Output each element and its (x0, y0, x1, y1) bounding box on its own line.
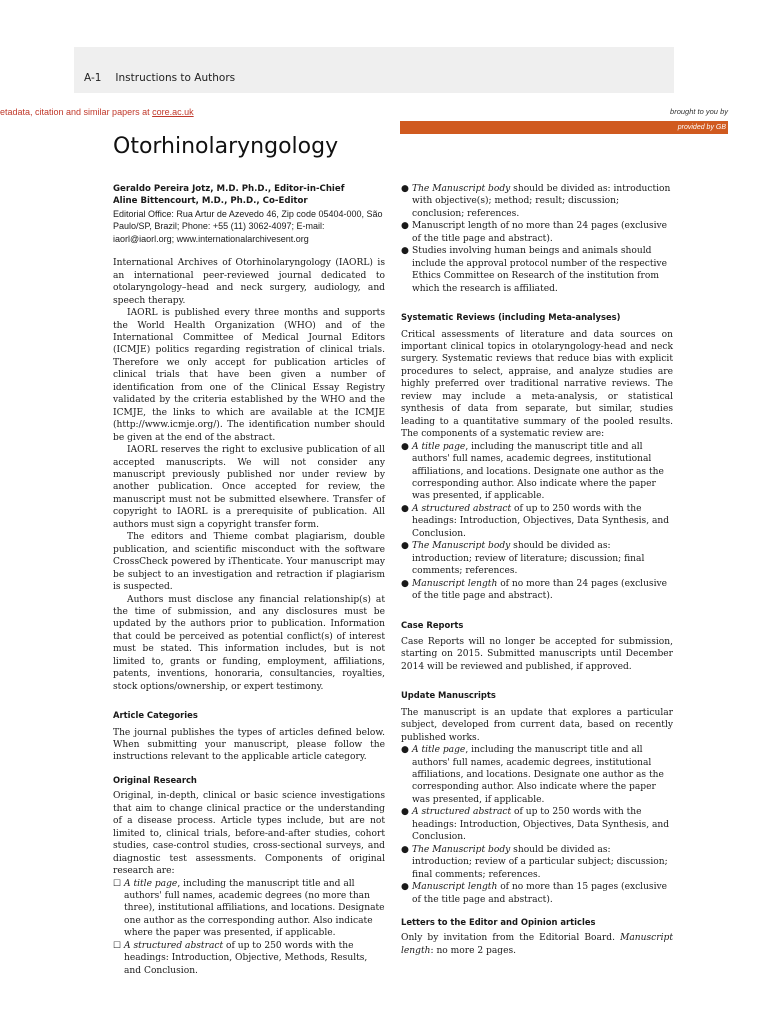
core-banner (0, 104, 728, 120)
intro-paragraph: The editors and Thieme combat plagiarism, double publication, and scientific misconduct with the software CrossCheck powered by iThenticate. Your manuscript may be subject to an investigation and retraction if plagiarism is suspected. (113, 532, 385, 593)
item-text: of no more than 15 pages (exclusive of the title page and abstract). (412, 882, 668, 905)
page-id: A-1 (84, 72, 102, 84)
bullet-marker: ● (401, 246, 409, 257)
item-text: should be divided as: introduction with objective(s); method; result; discussion; conclusion; references. (412, 184, 671, 219)
core-provided-bar[interactable]: provided by GB (400, 121, 728, 134)
list-item (401, 744, 673, 806)
item-text: of no more than 24 pages (exclusive of the title page and abstract). (412, 578, 668, 602)
list-item (401, 503, 673, 540)
list-item (401, 578, 673, 603)
core-link[interactable]: core.ac.uk (152, 107, 194, 117)
list-item (113, 878, 385, 940)
original-research-text: Original, in-depth, clinical or basic science investigations that aim to change clinical practice or the understanding of a disease process. Article types include, but are not limited to, clinical trials, before-and-after studies, cohort studies, case-control studies, cross-sectional surveys, and diagnostic test assessments. Components of original research are: (113, 791, 385, 877)
page-title: Otorhinolaryngology (113, 134, 339, 159)
item-text: of up to 250 words with the headings: Introduction, Objective, Methods, Results, and Conclusion. (124, 940, 368, 976)
article-categories-heading: Article Categories (113, 710, 198, 721)
bullet-marker: ● (401, 745, 409, 756)
item-lead: The Manuscript body (412, 844, 511, 855)
item-text: of up to 250 words with the headings: Introduction, Objectives, Data Synthesis, and Conclusion. (412, 503, 670, 539)
list-item (401, 441, 673, 503)
intro-paragraph: IAORL is published every three months and supports the World Health Organization (WHO) and of the International Committee of Medical Journal Editors (ICMJE) politics regarding registration of clinical trials. Therefore we only accept for publication articles of clinical trials that have been given a number of identification from one of the Clinical Essay Registry validated by the criteria established by the WHO and the ICMJE, the links to which are available at the ICMJE (http://www.icmje.org/). The identification number should be given at the end of the abstract. (113, 308, 385, 443)
update-manuscripts-list (401, 744, 673, 906)
author-co-editor: Aline Bittencourt, M.D., Ph.D., Co-Editor (113, 196, 308, 207)
item-text: should be divided as: introduction; review of literature; discussion; final comments; references. (412, 541, 645, 577)
original-research-list (113, 878, 385, 978)
letters-text (401, 932, 673, 957)
intro-paragraph: IAORL reserves the right to exclusive publication of all accepted manuscripts. We will not consider any manuscript previously published nor under review by another publication. Once accepted for review, the manuscript must not be submitted elsewhere. Transfer of copyright to IAORL is a prerequisite of publication. All authors must sign a copyright transfer form. (113, 445, 385, 530)
bullet-marker: ● (401, 221, 409, 232)
item-lead: A title page (412, 745, 466, 756)
update-manuscripts-heading: Update Manuscripts (401, 690, 496, 701)
left-column (113, 183, 385, 977)
intro-paragraph: International Archives of Otorhinolaryngology (IAORL) is an international peer-reviewed journal dedicated to otolaryngology–head and neck surgery, audiology, and speech therapy. (113, 258, 385, 306)
item-lead: Manuscript length (412, 578, 498, 589)
original-research-list-cont (401, 183, 673, 295)
right-column (401, 183, 673, 957)
item-text: , including the manuscript title and all authors' full names, academic degrees, institutional affiliations, and locations. Designate one author as the corresponding author. Also indicate where the paper was presented, if applicable. (412, 441, 664, 502)
bullet-marker: ● (401, 184, 409, 194)
letters-text-a: Only by invitation from the Editorial Board. (401, 933, 621, 944)
item-lead: The Manuscript body (412, 541, 511, 552)
core-banner-text: etadata, citation and similar papers at (0, 107, 150, 117)
page-header-band (74, 47, 674, 93)
core-brought-by: brought to you by (670, 107, 728, 116)
item-lead: A structured abstract (412, 807, 512, 818)
item-text: should be divided as: introduction; review of a particular subject; discussion; final comments; references. (412, 844, 668, 880)
systematic-reviews-text: Critical assessments of literature and data sources on important clinical topics in otolaryngology-head and neck surgery. Systematic reviews that reduce bias with explicit procedures to select, appraise, and analyze studies are highly preferred over traditional narrative reviews. The review may include a meta-analysis, or statistical synthesis of data from separate, but similar, studies leading to a quantitative summary of the pooled results. The components of a systematic review are: (401, 329, 673, 440)
item-text: , including the manuscript title and all authors' full names, academic degrees, institutional affiliations, and locations. Designate one author as the corresponding author. Also indicate where the paper was presented, if applicable. (412, 745, 664, 805)
bullet-marker: ● (401, 503, 409, 514)
list-item (401, 806, 673, 843)
item-text: , including the manuscript title and all authors' full names, academic degrees (no more than three), institutional affiliations, and locations. Designate one author as the corresponding author. Also indicate where the paper was presented, if applicable. (124, 878, 385, 939)
header-section: Instructions to Authors (115, 72, 236, 84)
original-research-heading: Original Research (113, 774, 197, 785)
item-lead: A structured abstract (124, 940, 224, 951)
bullet-marker: ● (401, 441, 409, 452)
letters-text-b: : no more 2 pages. (430, 945, 517, 956)
bullet-marker: ● (401, 807, 409, 818)
bullet-marker: ● (401, 844, 409, 855)
list-item (401, 844, 673, 881)
item-text: of up to 250 words with the headings: Introduction, Objectives, Data Synthesis, and Conclusion. (412, 807, 670, 843)
list-item (401, 183, 673, 220)
systematic-reviews-list (401, 441, 673, 603)
bullet-marker: ● (401, 578, 409, 589)
item-lead: The Manuscript body (412, 184, 511, 194)
list-item (401, 245, 673, 295)
item-text: Manuscript length of no more than 24 pages (exclusive of the title page and abstract). (412, 221, 668, 244)
letters-lead: Manuscript length (401, 933, 673, 956)
letters-heading: Letters to the Editor and Opinion articles (401, 917, 596, 928)
case-reports-text: Case Reports will no longer be accepted for submission, starting on 2015. Submitted manuscripts until December 2014 will be reviewed and published, if approved. (401, 636, 673, 672)
checkbox-marker: ☐ (113, 940, 122, 951)
author-editor-in-chief: Geraldo Pereira Jotz, M.D. Ph.D., Editor-in-Chief (113, 184, 345, 194)
editorial-office: Editorial Office: Rua Artur de Azevedo 46, Zip code 05404-000, São Paulo/SP, Brazil; Phone: +55 (11) 3062-4097; E-mail: iaorl@iaorl.org; www.internationalarchivesent.org (113, 208, 383, 244)
item-lead: A structured abstract (412, 503, 512, 514)
list-item (401, 540, 673, 577)
list-item (401, 881, 673, 906)
item-lead: Manuscript length (412, 882, 498, 893)
list-item (113, 940, 385, 977)
page-header (84, 72, 235, 84)
item-lead: A title page (124, 878, 178, 889)
article-categories-text: The journal publishes the types of articles defined below. When submitting your manuscript, please follow the instructions relevant to the applicable article category. (113, 727, 385, 763)
bullet-marker: ● (401, 882, 409, 893)
case-reports-heading: Case Reports (401, 619, 464, 630)
bullet-marker: ● (401, 541, 409, 552)
item-text: Studies involving human beings and animals should include the approval protocol number of the respective Ethics Committee on Research of the institution from which the research is affiliated. (412, 246, 667, 294)
intro-paragraph: Authors must disclose any financial relationship(s) at the time of submission, and any disclosures must be updated by the authors prior to publication. Information that could be perceived as potential conflict(s) of interest must be stated. This information includes, but is not limited to, grants or funding, employment, affiliations, patents, inventions, honoraria, consultancies, royalties, stock options/ownership, or expert testimony. (113, 594, 385, 692)
systematic-reviews-heading: Systematic Reviews (including Meta-analyses) (401, 312, 621, 323)
list-item (401, 220, 673, 245)
checkbox-marker: ☐ (113, 878, 122, 889)
update-manuscripts-text: The manuscript is an update that explores a particular subject, developed from current data, based on recently published works. (401, 707, 673, 743)
core-banner-left (0, 107, 194, 117)
item-lead: A title page (412, 441, 466, 452)
